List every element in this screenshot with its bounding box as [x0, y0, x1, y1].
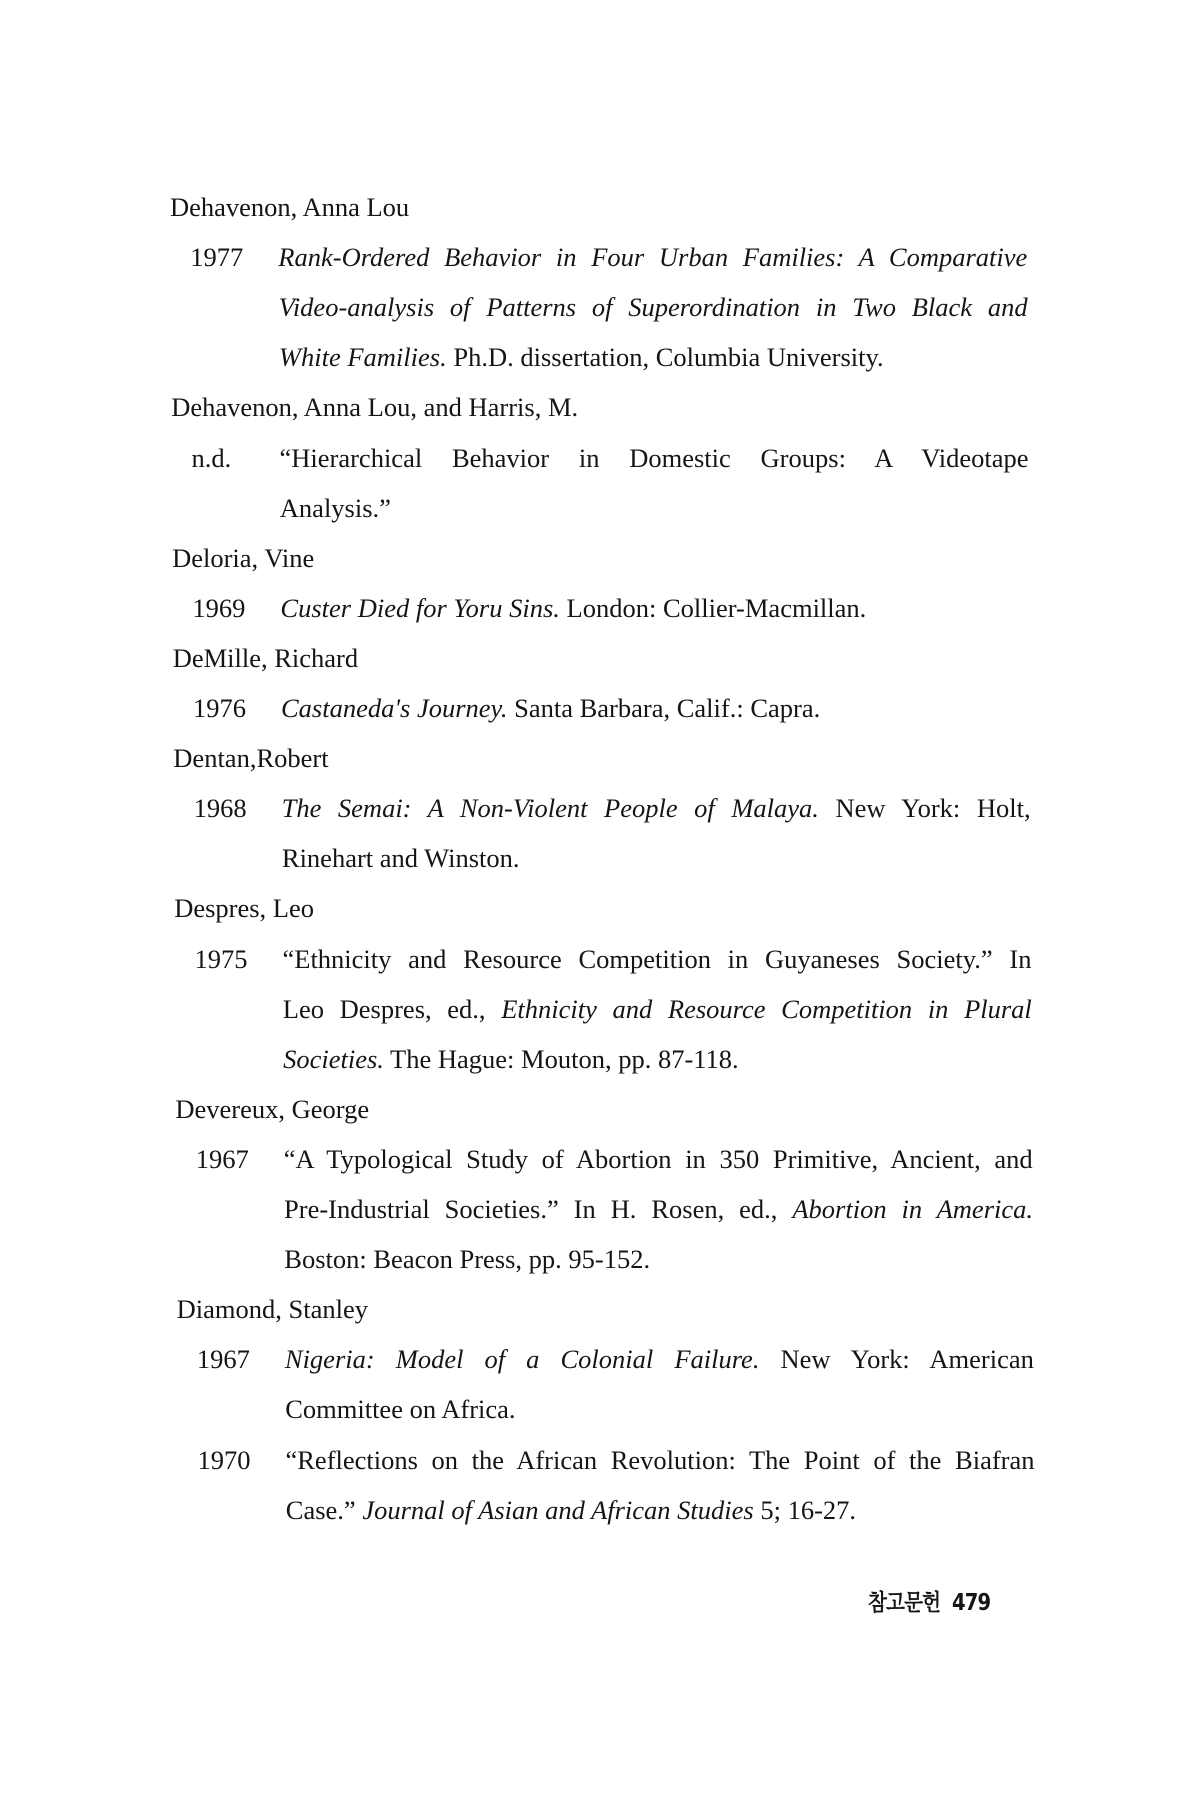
entry-year: 1967 — [196, 1344, 250, 1375]
citation-text: “Hierarchical Behavior in Domestic Groups: A Videotape — [279, 442, 1029, 473]
entry-author: Despres, Leo — [174, 893, 314, 924]
citation-text: “A Typological Study of Abortion in 350 Primitive, Ancient, and — [283, 1143, 1033, 1174]
citation-text: 5; 16-27. — [753, 1494, 857, 1525]
entry-text — [280, 483, 1029, 533]
entry-text — [283, 1034, 1032, 1084]
entry-year: 1968 — [193, 793, 247, 824]
entry-author: Dentan,Robert — [173, 743, 329, 774]
entry-line — [0, 683, 1200, 733]
entry-line — [0, 1384, 1200, 1434]
citation-text: Rinehart and Winston. — [281, 843, 520, 874]
entry-line — [0, 1034, 1200, 1084]
entry-text — [281, 683, 1030, 733]
citation-text: Committee on Africa. — [285, 1394, 516, 1425]
entry-year: 1970 — [197, 1444, 251, 1475]
entry-text — [283, 984, 1032, 1034]
entry-text — [284, 1234, 1033, 1284]
entry-line — [0, 1334, 1200, 1384]
page-number: 479 — [952, 1590, 991, 1616]
entry-line — [0, 282, 1200, 332]
italic-title: Castaneda's Journey. — [281, 693, 508, 723]
entry-year: 1975 — [194, 943, 248, 974]
italic-title: Journal of Asian and African Studies — [362, 1494, 754, 1525]
entry-line — [0, 783, 1200, 833]
entry-author: Diamond, Stanley — [176, 1294, 368, 1325]
entry-text — [284, 1134, 1033, 1184]
italic-title: Rank-Ordered Behavior in Four Urban Families: A Comparative — [278, 242, 1028, 273]
entry-line — [0, 1234, 1200, 1284]
citation-text: Analysis.” — [279, 492, 391, 523]
entry-author: Dehavenon, Anna Lou — [170, 192, 410, 222]
entry-text — [279, 332, 1028, 382]
entry-line — [0, 934, 1200, 984]
section-title: 참고문헌 — [868, 1590, 941, 1616]
entry-text — [284, 1184, 1033, 1234]
citation-text: New York: Holt, — [818, 793, 1031, 824]
citation-text: Ph.D. dissertation, Columbia University. — [446, 342, 884, 373]
italic-title: Ethnicity and Resource Competition in Plural — [501, 993, 1032, 1024]
entry-text — [285, 1334, 1034, 1384]
citation-text: “Reflections on the African Revolution: The Point of the Biafran — [285, 1444, 1035, 1475]
citation-text: Boston: Beacon Press, pp. 95-152. — [284, 1244, 651, 1275]
entry-text — [278, 232, 1027, 282]
entry-line — [0, 433, 1200, 483]
italic-title: Abortion in America. — [792, 1194, 1034, 1224]
entry-line — [0, 984, 1200, 1034]
entry-year: 1967 — [195, 1143, 249, 1174]
italic-title: Video-analysis of Patterns of Superordination in Two Black and — [278, 292, 1028, 323]
entry-line — [0, 483, 1200, 533]
citation-text: Case.” — [285, 1494, 363, 1525]
entry-line — [0, 1485, 1200, 1535]
entry-text — [280, 433, 1029, 483]
entry-year: 1977 — [190, 242, 244, 273]
entry-line — [0, 833, 1200, 883]
entry-text — [283, 934, 1032, 984]
citation-text: The Hague: Mouton, pp. 87-118. — [383, 1043, 739, 1074]
italic-title: Custer Died for Yoru Sins. — [280, 592, 560, 623]
entry-text — [285, 1384, 1034, 1434]
citation-text: Leo Despres, ed., — [282, 993, 502, 1024]
entry-year: 1969 — [192, 592, 246, 623]
entry-year: n.d. — [191, 442, 232, 473]
entry-text — [280, 583, 1029, 633]
entry-line — [0, 1184, 1200, 1234]
entry-line — [0, 1435, 1200, 1485]
citation-text: “Ethnicity and Resource Competition in Guyaneses Society.” In — [282, 943, 1032, 974]
citation-text: New York: American — [759, 1344, 1034, 1375]
entry-line — [0, 332, 1200, 382]
entry-text — [286, 1435, 1035, 1485]
italic-title: Societies. — [283, 1043, 384, 1074]
entry-author: Devereux, George — [175, 1093, 370, 1124]
entry-line — [0, 1134, 1200, 1184]
citation-text: London: Collier-Macmillan. — [559, 592, 867, 623]
italic-title: Nigeria: Model of a Colonial Failure. — [284, 1344, 760, 1375]
entry-text — [282, 783, 1031, 833]
entry-author: Deloria, Vine — [172, 542, 315, 573]
citation-text: Santa Barbara, Calif.: Capra. — [507, 693, 821, 723]
page-footer — [868, 1584, 1002, 1617]
entry-line — [0, 583, 1200, 633]
italic-title: White Families. — [278, 342, 447, 373]
citation-text: Pre-Industrial Societies.” In H. Rosen, ed., — [284, 1194, 793, 1224]
entry-text — [286, 1485, 1035, 1535]
entry-text — [282, 833, 1031, 883]
entry-author: DeMille, Richard — [172, 642, 359, 673]
italic-title: The Semai: A Non-Violent People of Malaya. — [281, 793, 819, 824]
entry-line — [0, 232, 1200, 282]
entry-year: 1976 — [193, 693, 246, 723]
entry-text — [279, 282, 1028, 332]
entry-author: Dehavenon, Anna Lou, and Harris, M. — [171, 392, 579, 423]
